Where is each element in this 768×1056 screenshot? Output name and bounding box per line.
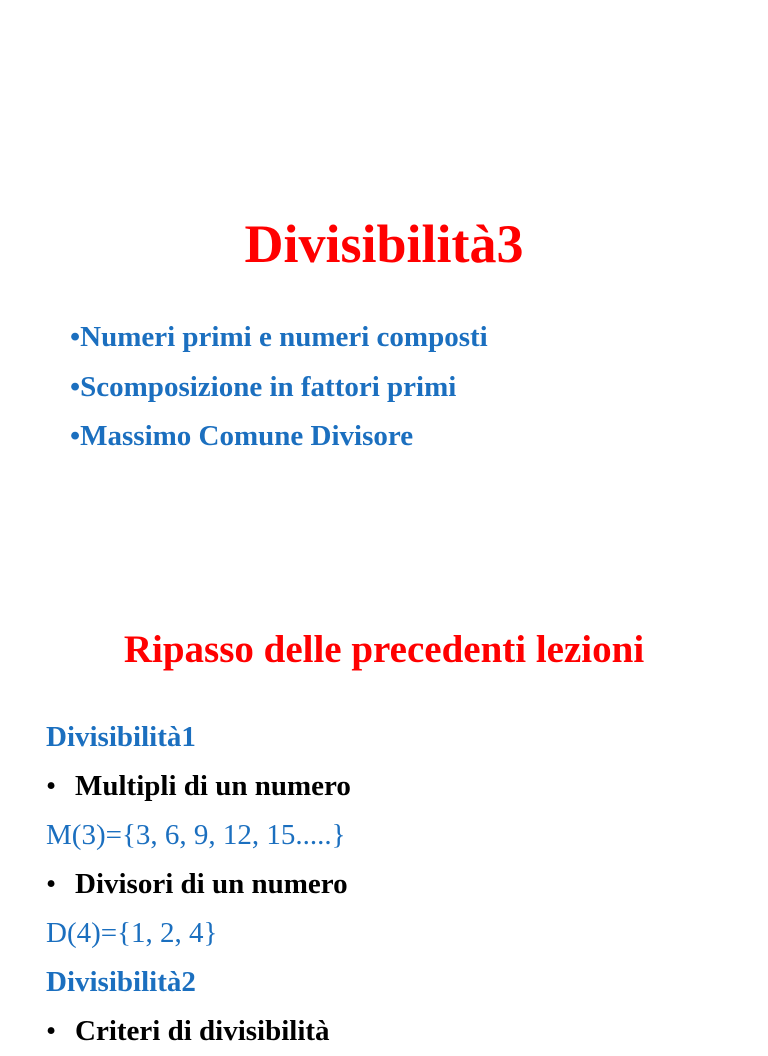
section-heading-divisibilita2: Divisibilità2 bbox=[46, 966, 196, 998]
bullet-icon: • bbox=[46, 1015, 57, 1047]
section-heading-divisibilita1: Divisibilità1 bbox=[46, 721, 196, 753]
bullet-item-criteri bbox=[46, 1007, 351, 1056]
topic-item: •Scomposizione in fattori primi bbox=[70, 370, 457, 403]
example-multipli: M(3)={3, 6, 9, 12, 15.....} bbox=[46, 819, 346, 851]
bullet-item-divisori bbox=[46, 860, 351, 909]
example-divisori: D(4)={1, 2, 4} bbox=[46, 917, 218, 949]
bullet-item-multipli bbox=[46, 762, 351, 811]
page-title: Divisibilità3 bbox=[244, 214, 524, 274]
topic-item: •Numeri primi e numeri composti bbox=[70, 321, 488, 353]
bullet-icon: • bbox=[46, 868, 57, 900]
review-content bbox=[46, 713, 351, 1056]
review-title: Ripasso delle precedenti lezioni bbox=[123, 628, 645, 671]
bullet-label: Criteri di divisibilità bbox=[75, 1015, 330, 1047]
bullet-icon: • bbox=[46, 770, 57, 802]
topics-list bbox=[70, 313, 488, 462]
topic-item: •Massimo Comune Divisore bbox=[70, 420, 414, 452]
bullet-label: Multipli di un numero bbox=[75, 770, 351, 802]
bullet-label: Divisori di un numero bbox=[75, 868, 348, 900]
